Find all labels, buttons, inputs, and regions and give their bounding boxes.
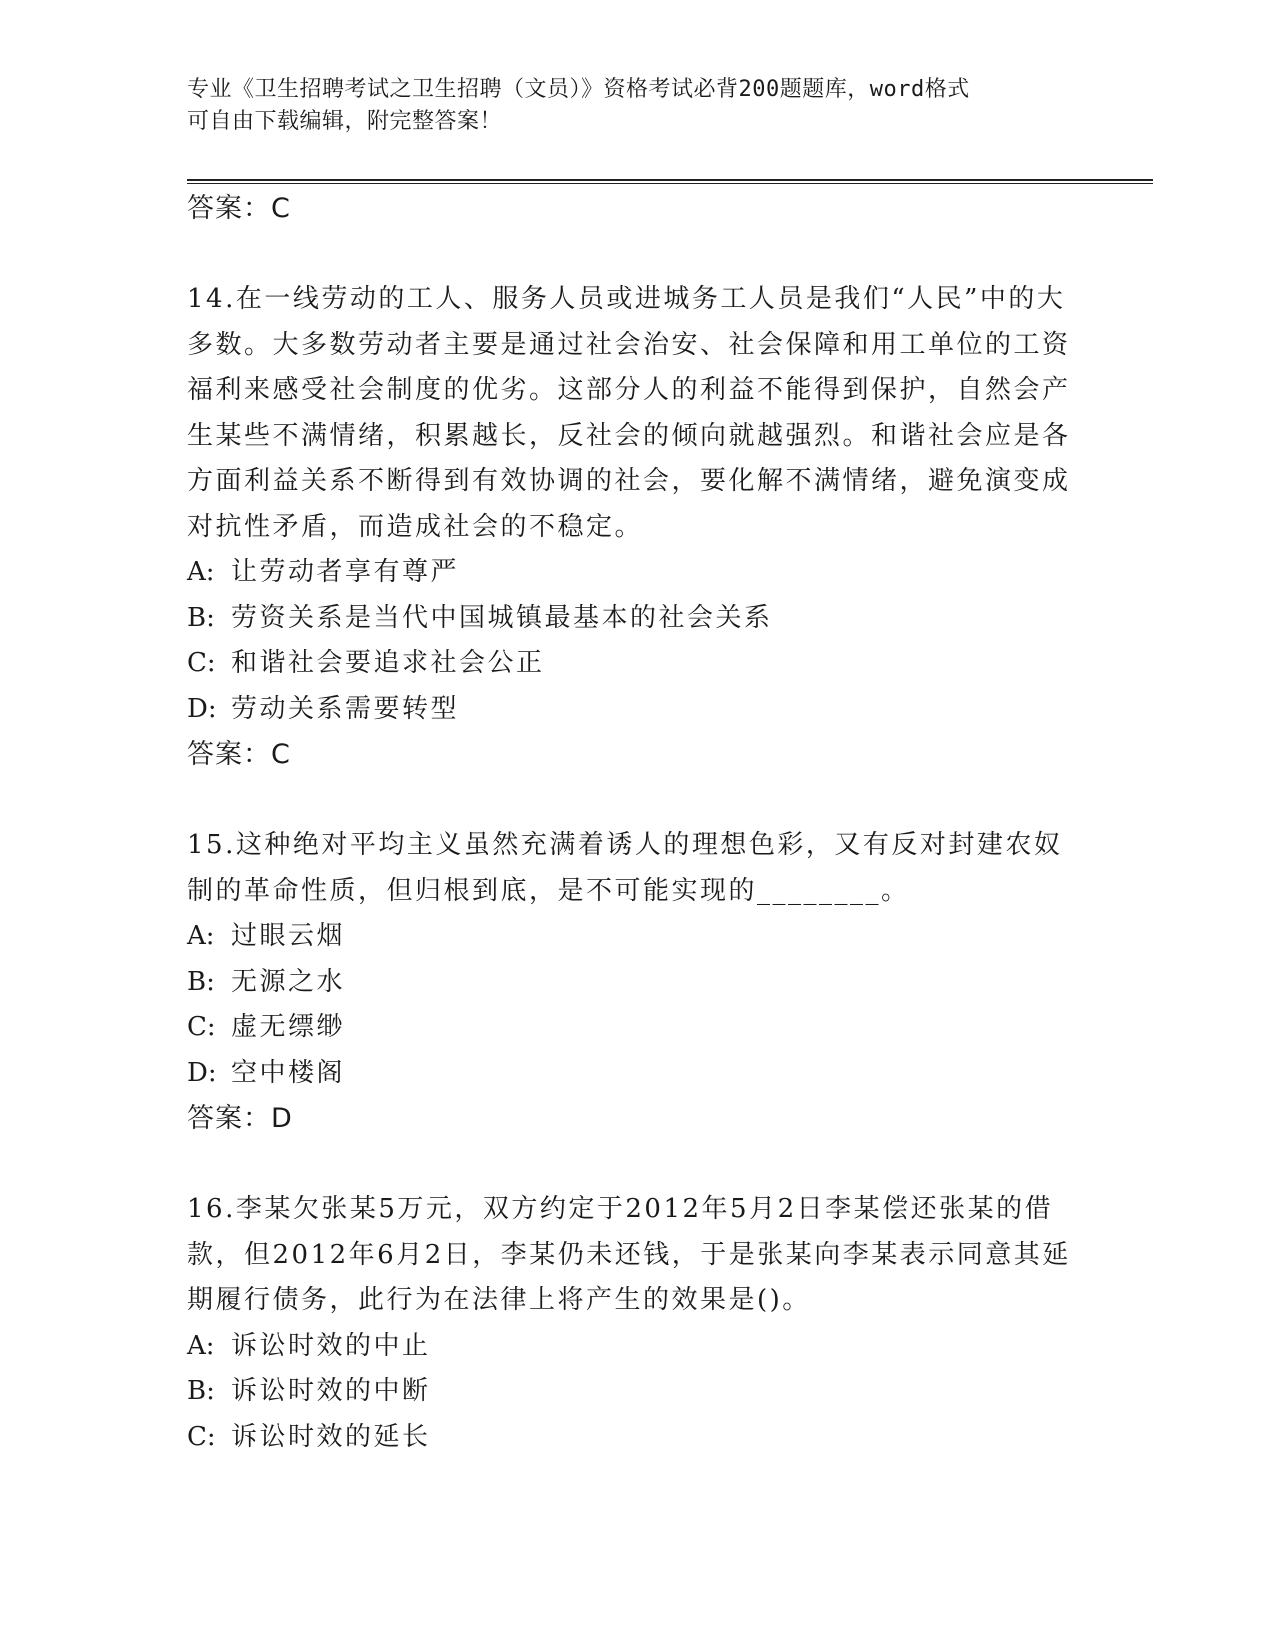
option-d: D: 劳动关系需要转型 (187, 693, 460, 724)
question-block (187, 277, 1087, 778)
answer-line: 答案：C (187, 193, 291, 224)
question-stem: 15.这种绝对平均主义虽然充满着诱人的理想色彩，又有反对封建农奴制的革命性质，但归根到底，是不可能实现的________。 (187, 830, 1063, 906)
header-line-2: 可自由下载编辑，附完整答案！ (187, 109, 503, 134)
option-a: A: 让劳动者享有尊严 (187, 557, 460, 587)
option-d: D: 空中楼阁 (187, 1057, 346, 1088)
option-c: C: 和谐社会要追求社会公正 (187, 648, 545, 678)
question-stem: 16.李某欠张某5万元，双方约定于2012年5月2日李某偿还张某的借款，但2012年6月2日，李某仍未还钱，于是张某向李某表示同意其延期履行债务，此行为在法律上将产生的效果是()。 (187, 1194, 1071, 1315)
answer-line: 答案：D (187, 1103, 293, 1134)
question-block (187, 823, 1087, 1142)
option-c: C: 诉讼时效的延长 (187, 1421, 431, 1452)
question-block (187, 1187, 1087, 1460)
option-a: A: 诉讼时效的中止 (187, 1330, 431, 1361)
answer-line: 答案：C (187, 739, 291, 770)
header-rule-thin (187, 183, 1153, 184)
option-c: C: 虚无缥缈 (187, 1012, 346, 1042)
header-rule (187, 179, 1153, 181)
option-b: B: 诉讼时效的中断 (187, 1376, 431, 1406)
document-body (187, 186, 1087, 1460)
header-line-1: 专业《卫生招聘考试之卫生招聘（文员）》资格考试必背200题题库，word格式 (187, 77, 970, 102)
document-header (187, 74, 1087, 138)
option-a: A: 过眼云烟 (187, 921, 346, 951)
option-b: B: 无源之水 (187, 966, 346, 997)
option-b: B: 劳资关系是当代中国城镇最基本的社会关系 (187, 602, 773, 633)
question-stem: 14.在一线劳动的工人、服务人员或进城务工人员是我们“人民”中的大多数。大多数劳动者主要是通过社会治安、社会保障和用工单位的工资福利来感受社会制度的优劣。这部分人的利益不能得到保护，自然会产生某些不满情绪，积累越长，反社会的倾向就越强烈。和谐社会应是各方面利益关系不断得到有效协调的社会，要化解不满情绪，避免演变成对抗性矛盾，而造成社会的不稳定。 (187, 284, 1071, 542)
